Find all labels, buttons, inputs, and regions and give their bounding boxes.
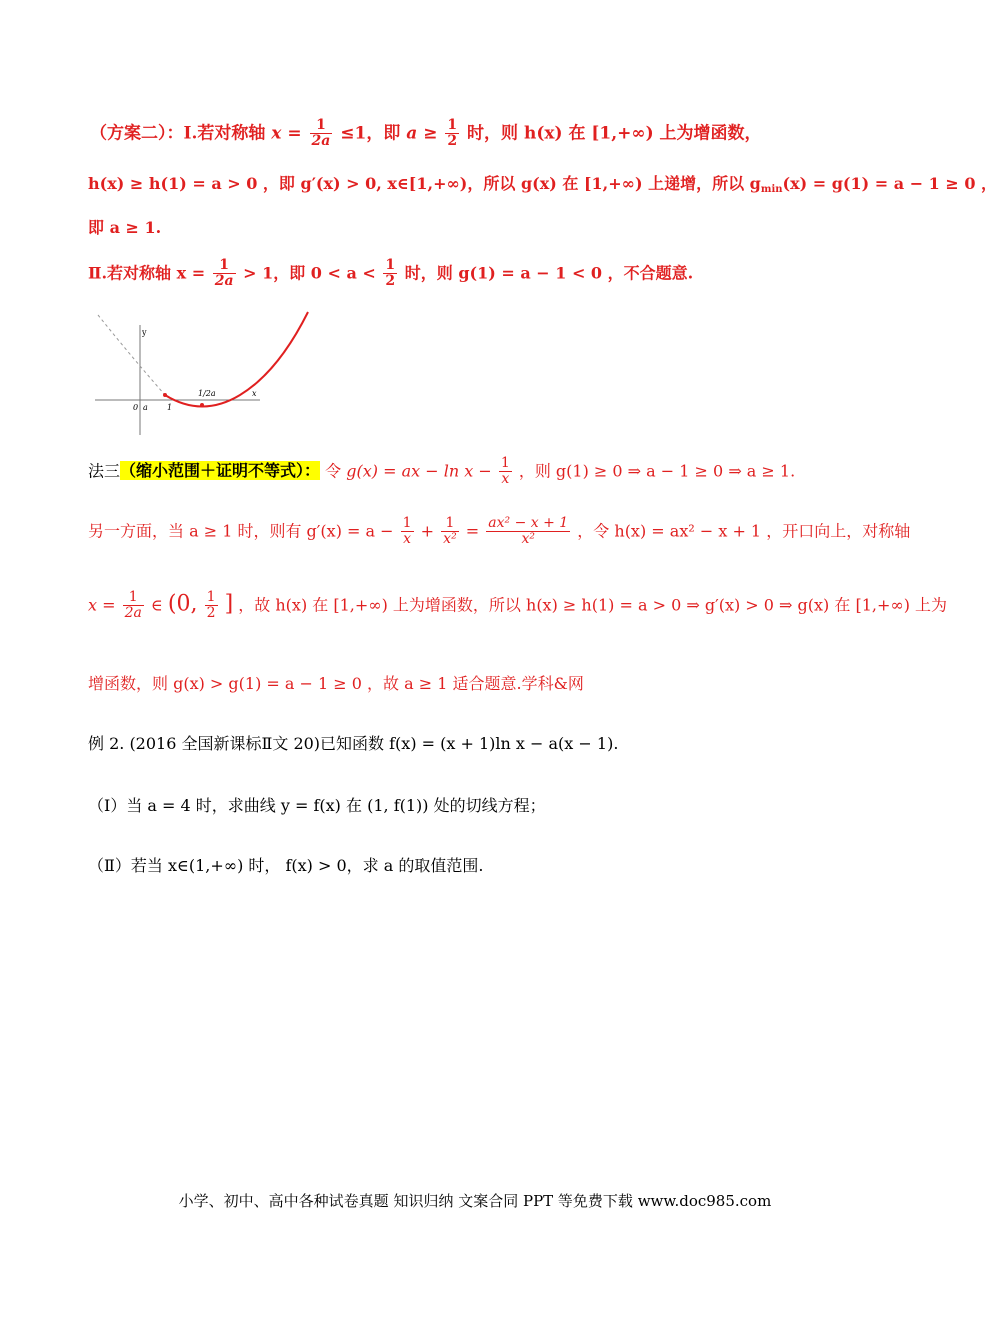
plan2-line4-label: Ⅱ.若对称轴 x = <box>88 263 206 283</box>
page-footer: 小学、初中、高中各种试卷真题 知识归纳 文案合同 PPT 等免费下载 www.doc985.com <box>178 1192 772 1210</box>
fraction: $\frac{1}{2a}$ <box>214 257 234 290</box>
other-line2-a: x = <box>88 595 116 615</box>
plan2-line1-tail: 时，则 h(x) 在 [1,+∞) 上为增函数， <box>467 123 762 144</box>
plan2-line2-tail: (x) = g(1) = a − 1 ≥ 0 ， <box>782 174 997 193</box>
fraction: $\frac{1}{2}$ <box>447 117 458 150</box>
method3-prefix: 法三 <box>88 461 121 481</box>
other-line1-b: ，令 h(x) = ax² − x + 1 ，开口向上，对称轴 <box>577 521 911 541</box>
example2-q2: （Ⅱ）若当 x∈(1,+∞) 时， f(x) > 0，求 a 的取值范围. <box>88 856 484 875</box>
red-curve <box>165 312 308 407</box>
fraction: $\frac{1}{2}$ <box>385 257 396 290</box>
method3-line <box>88 456 795 488</box>
method3-tail: ，则 g(1) ≥ 0 ⇒ a − 1 ≥ 0 ⇒ a ≥ 1. <box>518 461 796 481</box>
plan2-line4-tail: 时，则 g(1) = a − 1 < 0 ，不合题意. <box>404 263 694 283</box>
fraction: $\frac{1}{2a}$ <box>124 589 142 622</box>
one-label: 1 <box>167 403 173 412</box>
fraction: $\frac{1}{2}$ <box>206 589 216 622</box>
plan2-line1-label: （方案二）：Ⅰ.若对称轴 <box>90 123 266 144</box>
fraction: $\frac{1}{x}$ <box>402 515 412 548</box>
other-line3: 增函数，则 g(x) > g(1) = a − 1 ≥ 0 ，故 a ≥ 1 适合题意.学科&网 <box>88 674 584 693</box>
fraction: $\frac{1}{\text{x²}}$ <box>443 515 457 548</box>
plan2-line2 <box>88 172 997 202</box>
fraction: $\frac{1}{2a}$ <box>311 117 331 150</box>
interval-open: (0, <box>167 591 198 617</box>
fraction: $\frac{\text{ax² − x + 1}}{\text{x²}}$ <box>488 515 569 548</box>
plan2-line4-mid: > 1，即 0 < a < <box>243 263 376 283</box>
x-label: x <box>252 389 257 398</box>
method3-ling: 令 <box>325 461 342 481</box>
other-line2 <box>88 590 947 622</box>
vertex-label: 1/2a <box>198 389 216 398</box>
equals-sign: = <box>465 521 480 541</box>
plan2-line4 <box>88 258 693 290</box>
plan2-line1-le: ≤1，即 <box>340 123 401 144</box>
method3-highlight: （缩小范围＋证明不等式）： <box>120 461 321 481</box>
plan2-line3: 即 a ≥ 1. <box>88 218 162 237</box>
fraction: $\frac{1}{x}$ <box>500 455 510 488</box>
other-line2-b: ，故 h(x) 在 [1,+∞) 上为增函数，所以 h(x) ≥ h(1) = a > 0 ⇒ g′(x) > 0 ⇒ g(x) 在 [1,+∞) 上为 <box>238 595 948 615</box>
plan2-line1-age: a ≥ <box>406 123 438 144</box>
parabola-graph <box>90 300 320 440</box>
example2-title: 例 2. (2016 全国新课标Ⅱ文 20)已知函数 f(x) = (x + 1)ln x − a(x − 1). <box>88 734 619 753</box>
vertex-point <box>200 403 204 407</box>
other-line1-a: 另一方面，当 a ≥ 1 时，则有 g′(x) = a − <box>88 521 394 541</box>
interval-close: ] <box>224 591 234 617</box>
y-label: y <box>142 328 147 337</box>
a-label: a <box>143 403 148 412</box>
plan2-line1-xeq: x = <box>271 123 302 144</box>
element-of: ∈ <box>150 595 163 615</box>
example2-q1: （Ⅰ）当 a = 4 时，求曲线 y = f(x) 在 (1, f(1)) 处的切线方程； <box>88 796 546 815</box>
plan2-line1 <box>90 118 762 150</box>
dashed-curve <box>98 315 165 395</box>
plan2-line2-text: h(x) ≥ h(1) = a > 0 ，即 g′(x) > 0, x∈[1,+∞)，所以 g(x) 在 [1,+∞) 上递增，所以 g <box>88 174 761 193</box>
other-line1 <box>88 516 910 548</box>
plan2-line2-sub: min <box>760 184 783 195</box>
point-one <box>163 393 167 397</box>
origin-label: 0 <box>133 403 139 412</box>
plus-sign: + <box>420 521 435 541</box>
method3-gdef: g(x) = ax − ln x − <box>346 461 492 481</box>
